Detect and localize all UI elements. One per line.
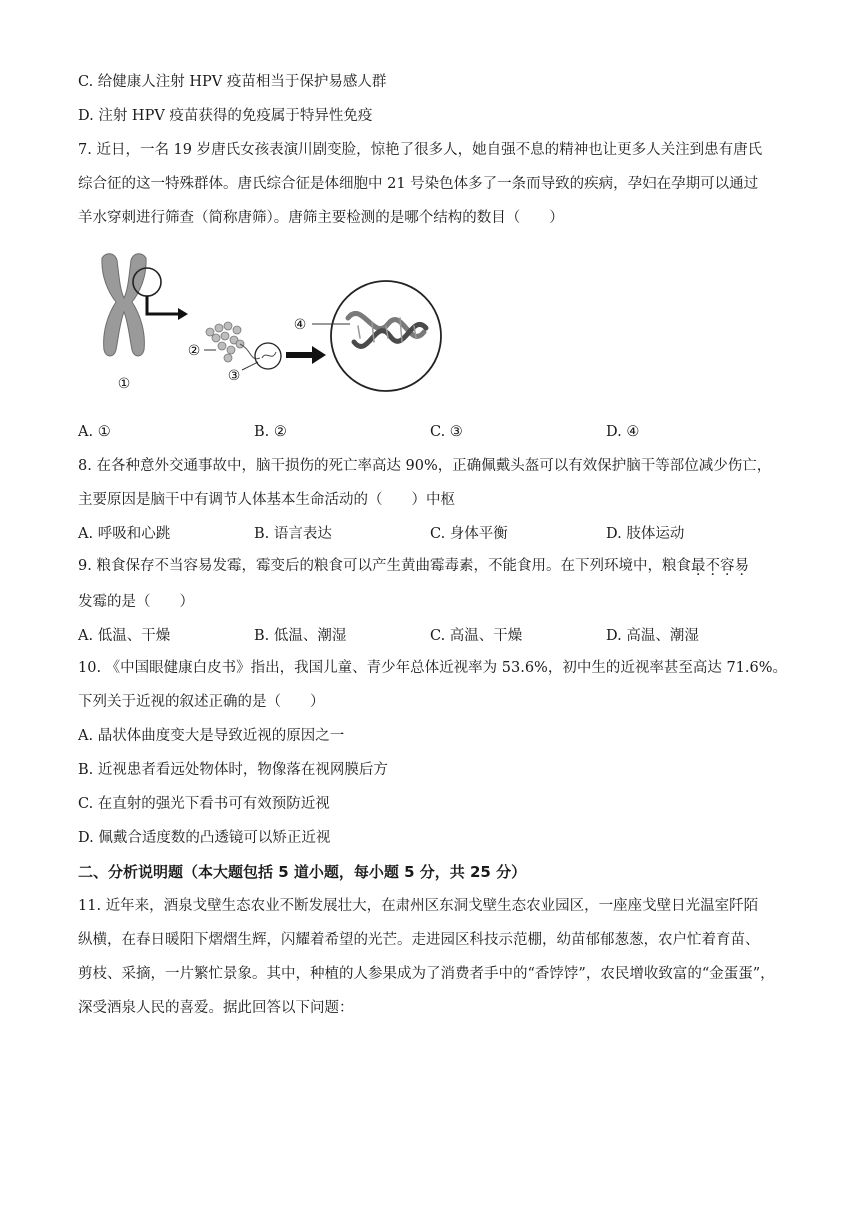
q8-option-a: A. 呼吸和心跳 bbox=[78, 526, 171, 542]
emphasis-char: 最 bbox=[690, 558, 706, 574]
q8-option-c: C. 身体平衡 bbox=[430, 526, 508, 542]
figure-label-3: ③ bbox=[227, 368, 241, 384]
q9-option-a: A. 低温、干燥 bbox=[78, 628, 171, 644]
q9-stem-line1-text: 9. 粮食保存不当容易发霉，霉变后的粮食可以产生黄曲霉毒素，不能食用。在下列环境中，粮食 bbox=[78, 558, 691, 574]
q7-option-a: A. ① bbox=[78, 424, 111, 440]
q7-stem-line1: 7. 近日，一名 19 岁唐氏女孩表演川剧变脸，惊艳了很多人，她自强不息的精神也让更多人关注到患有唐氏 bbox=[78, 142, 763, 158]
q6-option-c: C. 给健康人注射 HPV 疫苗相当于保护易感人群 bbox=[78, 74, 387, 90]
nucleosome-cluster bbox=[206, 322, 244, 362]
q6-option-d: D. 注射 HPV 疫苗获得的免疫属于特异性免疫 bbox=[78, 108, 373, 124]
section-title: 二、分析说明题（本大题包括 5 道小题，每小题 5 分，共 25 分） bbox=[78, 863, 527, 881]
q7-stem-line2: 综合征的这一特殊群体。唐氏综合征是体细胞中 21 号染色体多了一条而导致的疾病，孕妇在孕期可以通过 bbox=[78, 176, 759, 192]
q9-option-d: D. 高温、潮湿 bbox=[606, 628, 699, 644]
q7-option-c: C. ③ bbox=[430, 424, 463, 440]
figure-label-2: ② bbox=[187, 343, 201, 359]
q8-option-b: B. 语言表达 bbox=[254, 526, 332, 542]
q7-stem-line3: 羊水穿刺进行筛查（简称唐筛）。唐筛主要检测的是哪个结构的数目（ ） bbox=[78, 210, 564, 226]
q10-option-c: C. 在直射的强光下看书可有效预防近视 bbox=[78, 796, 330, 812]
q11-stem-line3: 剪枝、采摘，一片繁忙景象。其中，种植的人参果成为了消费者手中的“香饽饽”，农民增收致富的“金蛋蛋”， bbox=[78, 966, 775, 982]
q9-option-b: B. 低温、潮湿 bbox=[254, 628, 347, 644]
emphasis-char: 不 bbox=[705, 558, 720, 574]
q8-stem-line2: 主要原因是脑干中有调节人体基本生命活动的（ ）中枢 bbox=[78, 492, 455, 508]
chromosome-drawing bbox=[102, 254, 146, 356]
dna-double-helix bbox=[348, 313, 426, 346]
q10-option-d: D. 佩戴合适度数的凸透镜可以矫正近视 bbox=[78, 830, 331, 846]
q9-stem-line2: 发霉的是（ ） bbox=[78, 594, 194, 610]
zoom-circle-medium bbox=[255, 343, 281, 369]
figure-label-4: ④ bbox=[293, 317, 307, 333]
q10-stem-line1: 10. 《中国眼健康白皮书》指出，我国儿童、青少年总体近视率为 53.6%，初中生的近视率甚至高达 71.6%。 bbox=[78, 660, 788, 676]
q7-option-b: B. ② bbox=[254, 424, 287, 440]
q8-option-d: D. 肢体运动 bbox=[606, 526, 685, 542]
q9-stem-line1 bbox=[78, 556, 749, 576]
zoom-circle-large bbox=[331, 281, 441, 391]
q8-stem-line1: 8. 在各种意外交通事故中，脑干损伤的死亡率高达 90%，正确佩戴头盔可以有效保护脑干等部位减少伤亡， bbox=[78, 458, 772, 474]
q9-option-c: C. 高温、干燥 bbox=[430, 628, 523, 644]
q10-option-a: A. 晶状体曲度变大是导致近视的原因之一 bbox=[78, 728, 345, 744]
figure-label-1: ① bbox=[117, 376, 131, 392]
chromosome-dna-figure bbox=[92, 246, 452, 396]
emphasis-char: 容 bbox=[719, 558, 735, 574]
q11-stem-line4: 深受酒泉人民的喜爱。据此回答以下问题： bbox=[78, 1000, 354, 1016]
emphasis-char: 易 bbox=[734, 558, 749, 574]
q7-option-d: D. ④ bbox=[606, 424, 640, 440]
q10-option-b: B. 近视患者看远处物体时，物像落在视网膜后方 bbox=[78, 762, 388, 778]
q11-stem-line2: 纵横，在春日暖阳下熠熠生辉，闪耀着希望的光芒。走进园区科技示范棚，幼苗郁郁葱葱，农户忙着育苗、 bbox=[78, 932, 760, 948]
q10-stem-line2: 下列关于近视的叙述正确的是（ ） bbox=[78, 694, 325, 710]
q11-stem-line1: 11. 近年来，酒泉戈壁生态农业不断发展壮大，在肃州区东洞戈壁生态农业园区，一座座戈壁日光温室阡陌 bbox=[78, 898, 759, 914]
